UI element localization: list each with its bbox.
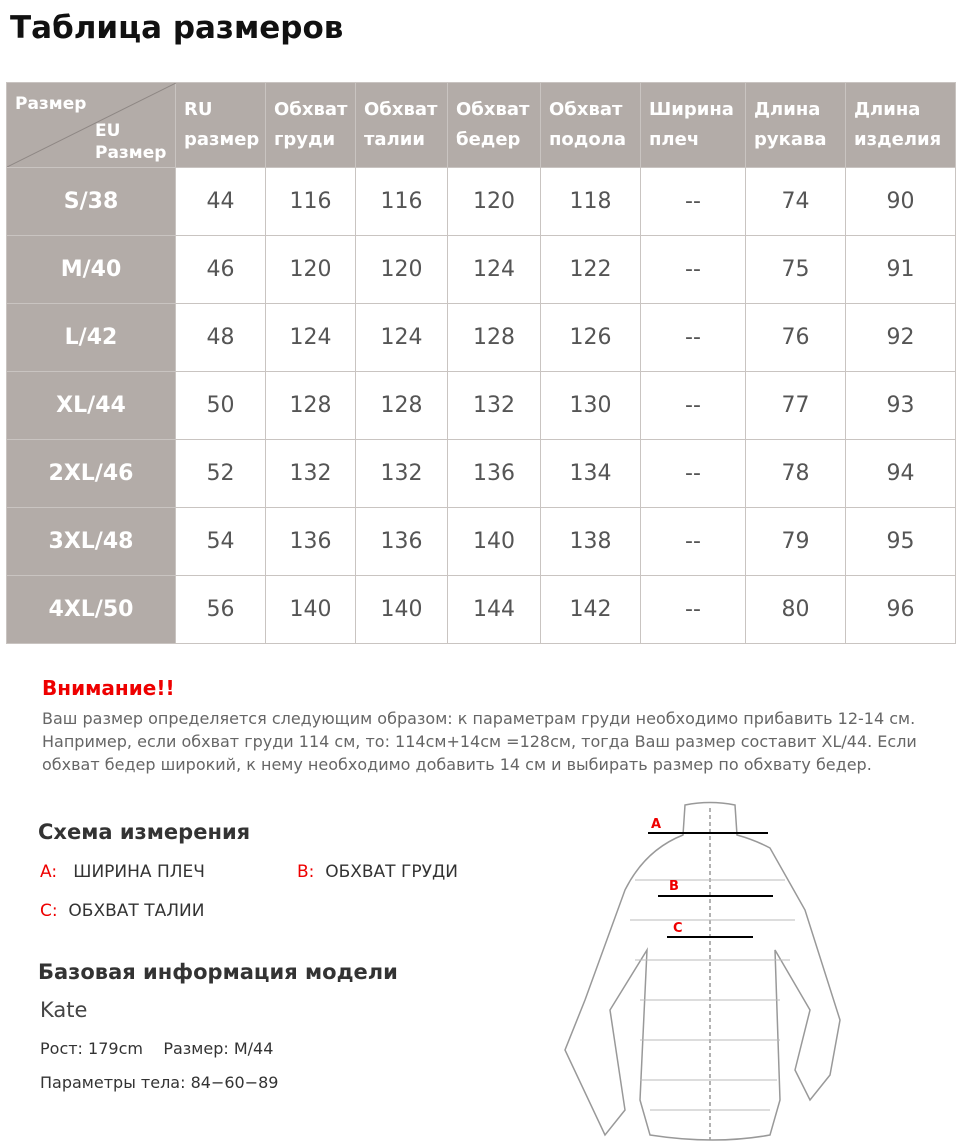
table-row [7,440,956,508]
label: Размер: [163,1039,229,1058]
corner-eu-label: EU [95,121,121,141]
table-cell: 124 [266,304,356,372]
letter: A: [40,862,58,882]
table-cell: 52 [176,440,266,508]
header-line: размер [184,129,260,150]
table-cell: 79 [746,508,846,576]
size-table [6,82,956,644]
table-cell: 96 [846,576,956,644]
header-line: подола [549,129,627,150]
header-line: Длина [854,99,921,120]
table-cell: 120 [356,236,448,304]
table-cell: 77 [746,372,846,440]
diagram-label-b: B [669,879,679,894]
table-cell: 134 [541,440,641,508]
table-cell: 78 [746,440,846,508]
header-line: бедер [456,129,521,150]
table-cell: 128 [448,304,541,372]
table-cell: 130 [541,372,641,440]
table-cell: 120 [266,236,356,304]
page-title: Таблица размеров [10,10,344,46]
table-cell: 92 [846,304,956,372]
label: ШИРИНА ПЛЕЧ [73,862,205,882]
table-row [7,576,956,644]
table-cell: -- [641,576,746,644]
coat-diagram [555,800,855,1145]
table-cell: 91 [846,236,956,304]
header-line: Обхват [274,99,348,120]
table-cell: -- [641,168,746,236]
table-cell: 136 [356,508,448,576]
table-cell: 50 [176,372,266,440]
scheme-item-c [40,901,204,921]
header-line: Обхват [364,99,438,120]
scheme-item-b [297,862,458,882]
table-row [7,168,956,236]
letter: C: [40,901,58,921]
table-cell: 132 [448,372,541,440]
corner-size-label: Размер [95,143,167,163]
table-cell: 140 [266,576,356,644]
column-header [176,83,266,168]
header-line: RU [184,99,213,120]
letter: B: [297,862,315,882]
model-name: Kate [40,998,88,1022]
table-cell: 76 [746,304,846,372]
header-line: изделия [854,129,942,150]
table-cell: 116 [356,168,448,236]
label: Параметры тела: [40,1073,186,1092]
table-cell: -- [641,304,746,372]
corner-top-label: Размер [15,94,87,114]
value: M/44 [233,1039,274,1058]
diagram-label-a: A [651,817,662,832]
table-cell: 56 [176,576,266,644]
table-cell: 74 [746,168,846,236]
warning-text: Ваш размер определяется следующим образом: к параметрам груди необходимо прибавить 12-14 см. Например, если обхват груди 114 см, то: 114см+14см =128см, тогда Ваш размер составит XL/44. Если обхват бедер широкий, к нему необходимо добавить 14 см и выбирать размер по обхвату бедер. [42,709,917,774]
table-cell: 126 [541,304,641,372]
table-row [7,236,956,304]
table-cell: 44 [176,168,266,236]
table-cell: 120 [448,168,541,236]
model-title: Базовая информация модели [38,960,398,984]
table-cell: 75 [746,236,846,304]
column-header [641,83,746,168]
size-label-cell: M/40 [7,236,176,304]
table-cell: 132 [266,440,356,508]
table-cell: 48 [176,304,266,372]
table-cell: 93 [846,372,956,440]
size-label-cell: 2XL/46 [7,440,176,508]
column-header [356,83,448,168]
header-line: Обхват [549,99,623,120]
table-cell: 144 [448,576,541,644]
size-label-cell: L/42 [7,304,176,372]
table-cell: -- [641,440,746,508]
model-params [40,1073,278,1092]
size-label-cell: XL/44 [7,372,176,440]
table-cell: 124 [448,236,541,304]
label: Рост: [40,1039,83,1058]
scheme-title: Схема измерения [38,820,251,844]
table-cell: 138 [541,508,641,576]
column-header [266,83,356,168]
size-label-cell: 4XL/50 [7,576,176,644]
warning-title: Внимание!! [42,676,175,700]
header-line: рукава [754,129,827,150]
table-cell: 116 [266,168,356,236]
table-cell: 80 [746,576,846,644]
column-header [541,83,641,168]
header-line: Ширина [649,99,734,120]
column-header [746,83,846,168]
table-cell: -- [641,236,746,304]
header-line: Длина [754,99,821,120]
table-cell: -- [641,372,746,440]
table-cell: 128 [266,372,356,440]
header-line: Обхват [456,99,530,120]
table-cell: 142 [541,576,641,644]
column-header [846,83,956,168]
table-cell: 136 [266,508,356,576]
value: 179cm [88,1039,143,1058]
table-cell: 54 [176,508,266,576]
column-header [448,83,541,168]
label: ОБХВАТ ТАЛИИ [68,901,205,921]
table-cell: 122 [541,236,641,304]
table-cell: 124 [356,304,448,372]
table-cell: 46 [176,236,266,304]
header-line: талии [364,129,425,150]
table-row [7,304,956,372]
scheme-item-a [40,862,205,882]
table-cell: -- [641,508,746,576]
size-label-cell: S/38 [7,168,176,236]
table-row [7,508,956,576]
table-cell: 136 [448,440,541,508]
size-label-cell: 3XL/48 [7,508,176,576]
table-cell: 118 [541,168,641,236]
table-cell: 140 [356,576,448,644]
header-line: груди [274,129,336,150]
model-height [40,1039,273,1058]
table-cell: 132 [356,440,448,508]
header-line: плеч [649,129,700,150]
corner-header [7,83,176,168]
label: ОБХВАТ ГРУДИ [325,862,458,882]
value: 84−60−89 [190,1073,279,1092]
diagram-label-c: C [673,921,683,936]
table-cell: 140 [448,508,541,576]
table-cell: 128 [356,372,448,440]
table-row [7,372,956,440]
table-cell: 95 [846,508,956,576]
table-cell: 90 [846,168,956,236]
table-cell: 94 [846,440,956,508]
